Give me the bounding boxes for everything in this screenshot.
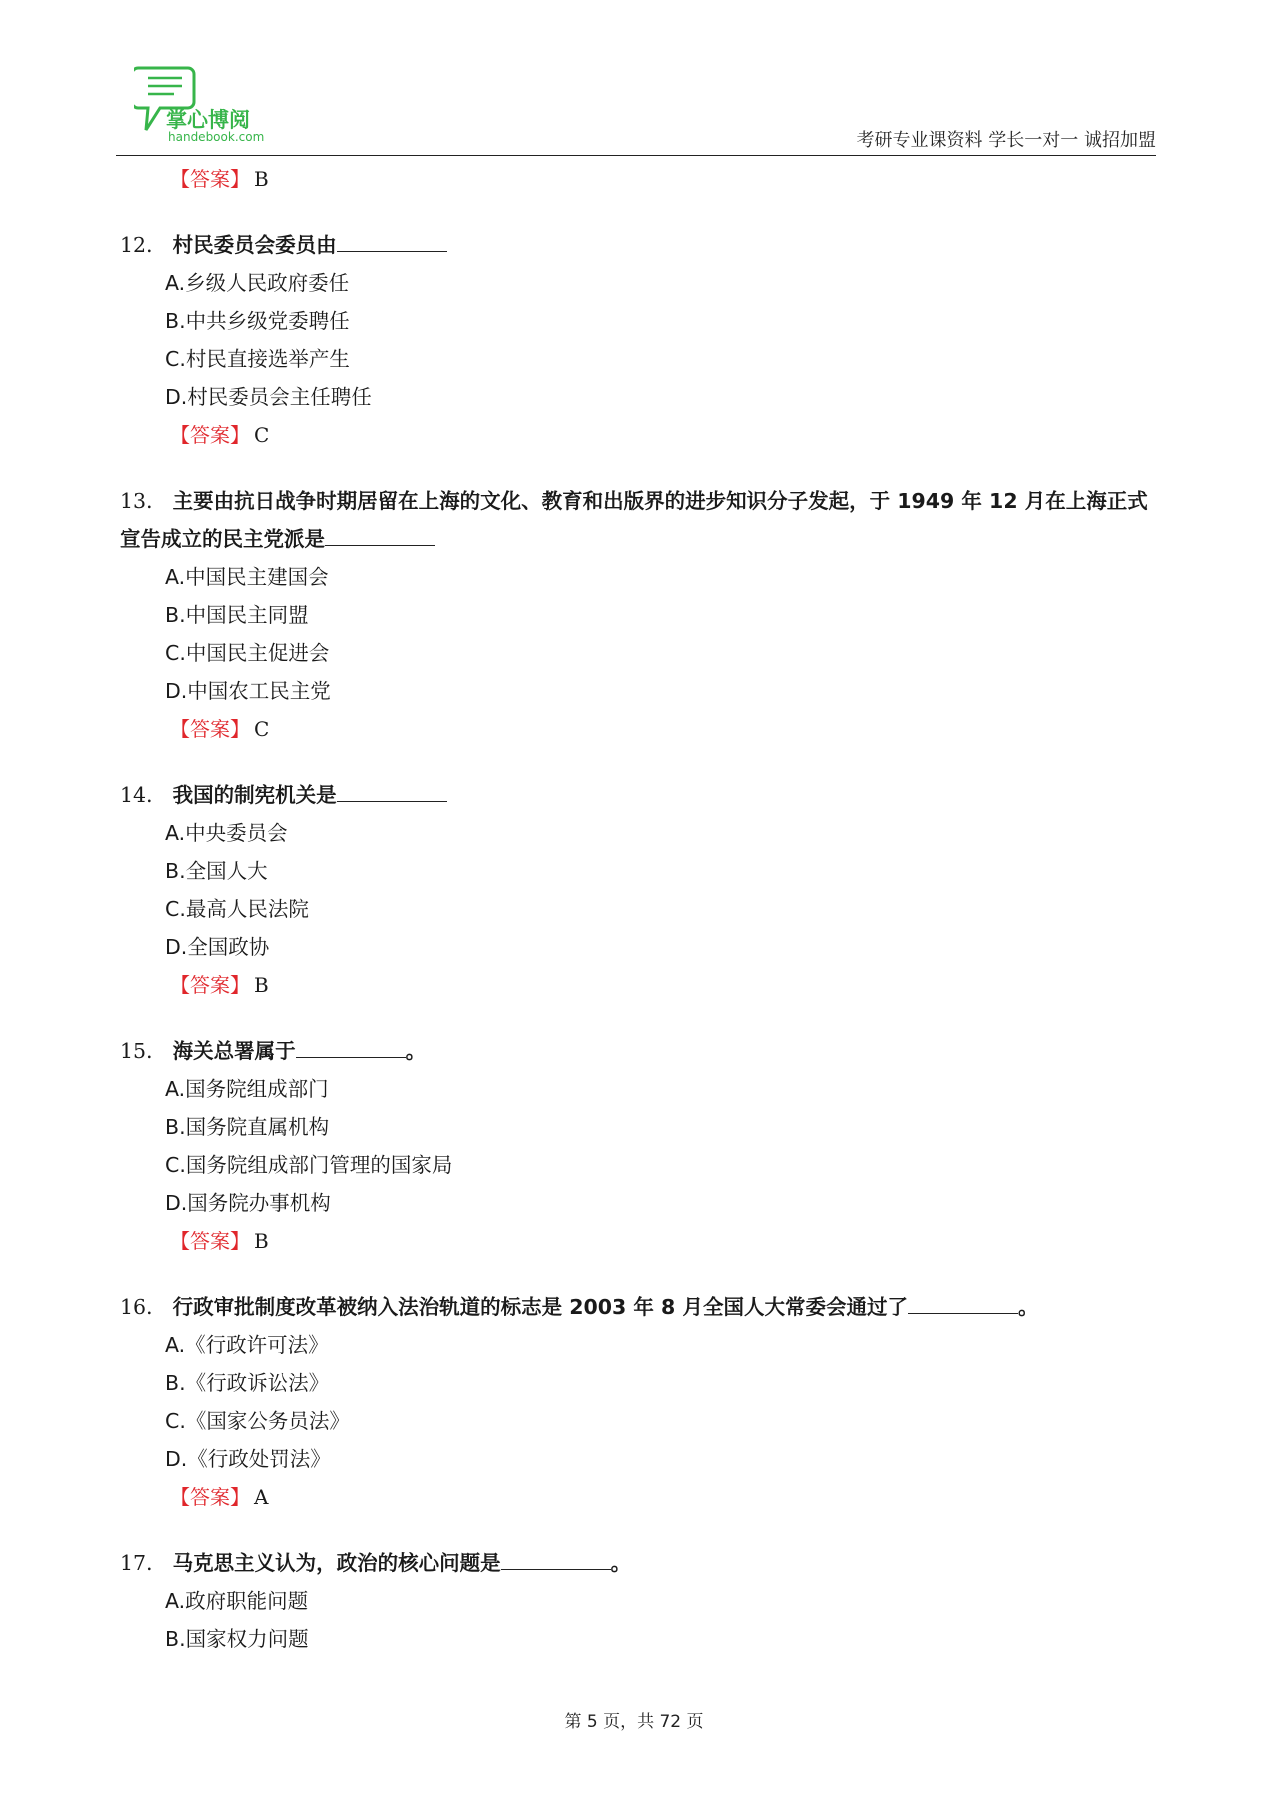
question-number: 12． bbox=[120, 233, 167, 257]
option-item: D.村民委员会主任聘任 bbox=[165, 385, 372, 409]
option-item: B.中国民主同盟 bbox=[165, 603, 309, 627]
answer-line bbox=[170, 1478, 1160, 1516]
option-item: C.村民直接选举产生 bbox=[165, 347, 350, 371]
question-item bbox=[120, 776, 1160, 1004]
option-item: C.《国家公务员法》 bbox=[165, 1409, 350, 1433]
answer-line bbox=[170, 416, 1160, 454]
answer-value: A bbox=[254, 1485, 269, 1509]
question-stem bbox=[120, 226, 1160, 264]
question-stem bbox=[120, 1544, 1160, 1582]
answer-value: B bbox=[254, 973, 269, 997]
header-slogan: 考研专业课资料 学长一对一 诚招加盟 bbox=[856, 130, 1156, 151]
option-item: B.中共乡级党委聘任 bbox=[165, 309, 350, 333]
answer-blank bbox=[501, 1549, 611, 1570]
option-item: B.国家权力问题 bbox=[165, 1627, 309, 1651]
option-item: A.乡级人民政府委任 bbox=[165, 271, 350, 295]
question-item bbox=[120, 226, 1160, 454]
answer-label: 【答案】 bbox=[170, 1229, 250, 1253]
question-suffix: 。 bbox=[405, 1039, 427, 1063]
question-item bbox=[120, 482, 1160, 748]
logo-subtext: handebook.com bbox=[168, 130, 265, 144]
answer-label: 【答案】 bbox=[170, 1485, 250, 1509]
answer-line bbox=[170, 1222, 1160, 1260]
option-item: A.《行政许可法》 bbox=[165, 1333, 329, 1357]
answer-blank bbox=[296, 1037, 406, 1058]
question-text: 主要由抗日战争时期居留在上海的文化、教育和出版界的进步知识分子发起，于 1949 年 12 月在上海正式宣告成立的民主党派是 bbox=[120, 489, 1148, 551]
answer-value: C bbox=[254, 423, 270, 447]
question-suffix: 。 bbox=[1017, 1295, 1039, 1319]
option-item: D.国务院办事机构 bbox=[165, 1191, 331, 1215]
option-item: A.国务院组成部门 bbox=[165, 1077, 329, 1101]
option-item: D.全国政协 bbox=[165, 935, 270, 959]
option-item: A.政府职能问题 bbox=[165, 1589, 309, 1613]
option-item: B.全国人大 bbox=[165, 859, 268, 883]
question-number: 13． bbox=[120, 489, 167, 513]
answer-value: B bbox=[254, 167, 269, 191]
answer-blank bbox=[908, 1293, 1018, 1314]
question-item bbox=[120, 1544, 1160, 1658]
option-item: D.中国农工民主党 bbox=[165, 679, 331, 703]
option-item: D.《行政处罚法》 bbox=[165, 1447, 331, 1471]
question-stem bbox=[120, 1032, 1160, 1070]
page-header bbox=[116, 58, 1156, 158]
question-item bbox=[120, 1288, 1160, 1516]
question-number: 17． bbox=[120, 1551, 167, 1575]
answer-blank bbox=[325, 525, 435, 546]
option-item: C.中国民主促进会 bbox=[165, 641, 330, 665]
header-divider bbox=[116, 155, 1156, 156]
answer-value: B bbox=[254, 1229, 269, 1253]
page-footer: 第 5 页，共 72 页 bbox=[564, 1712, 704, 1732]
answer-label: 【答案】 bbox=[170, 167, 250, 191]
question-number: 15． bbox=[120, 1039, 167, 1063]
question-number: 16． bbox=[120, 1295, 167, 1319]
answer-label: 【答案】 bbox=[170, 973, 250, 997]
question-text: 行政审批制度改革被纳入法治轨道的标志是 2003 年 8 月全国人大常委会通过了 bbox=[172, 1295, 908, 1319]
option-item: C.最高人民法院 bbox=[165, 897, 309, 921]
question-stem bbox=[120, 1288, 1160, 1326]
option-item: A.中国民主建国会 bbox=[165, 565, 329, 589]
question-text: 海关总署属于 bbox=[172, 1039, 296, 1063]
question-text: 马克思主义认为，政治的核心问题是 bbox=[172, 1551, 501, 1575]
question-list bbox=[120, 160, 1160, 1658]
answer-label: 【答案】 bbox=[170, 423, 250, 447]
question-text: 我国的制宪机关是 bbox=[172, 783, 337, 807]
question-stem bbox=[120, 482, 1160, 558]
answer-value: C bbox=[254, 717, 270, 741]
answer-label: 【答案】 bbox=[170, 717, 250, 741]
question-item bbox=[120, 1032, 1160, 1260]
question-stem bbox=[120, 776, 1160, 814]
question-text: 村民委员会委员由 bbox=[172, 233, 337, 257]
option-item: B.国务院直属机构 bbox=[165, 1115, 330, 1139]
question-number: 14． bbox=[120, 783, 167, 807]
option-item: A.中央委员会 bbox=[165, 821, 288, 845]
logo-text: 掌心博阅 bbox=[166, 108, 250, 132]
answer-line bbox=[170, 710, 1160, 748]
answer-blank bbox=[337, 231, 447, 252]
question-suffix: 。 bbox=[610, 1551, 632, 1575]
option-item: C.国务院组成部门管理的国家局 bbox=[165, 1153, 453, 1177]
answer-line bbox=[170, 160, 1160, 198]
answer-blank bbox=[337, 781, 447, 802]
answer-line bbox=[170, 966, 1160, 1004]
option-item: B.《行政诉讼法》 bbox=[165, 1371, 330, 1395]
